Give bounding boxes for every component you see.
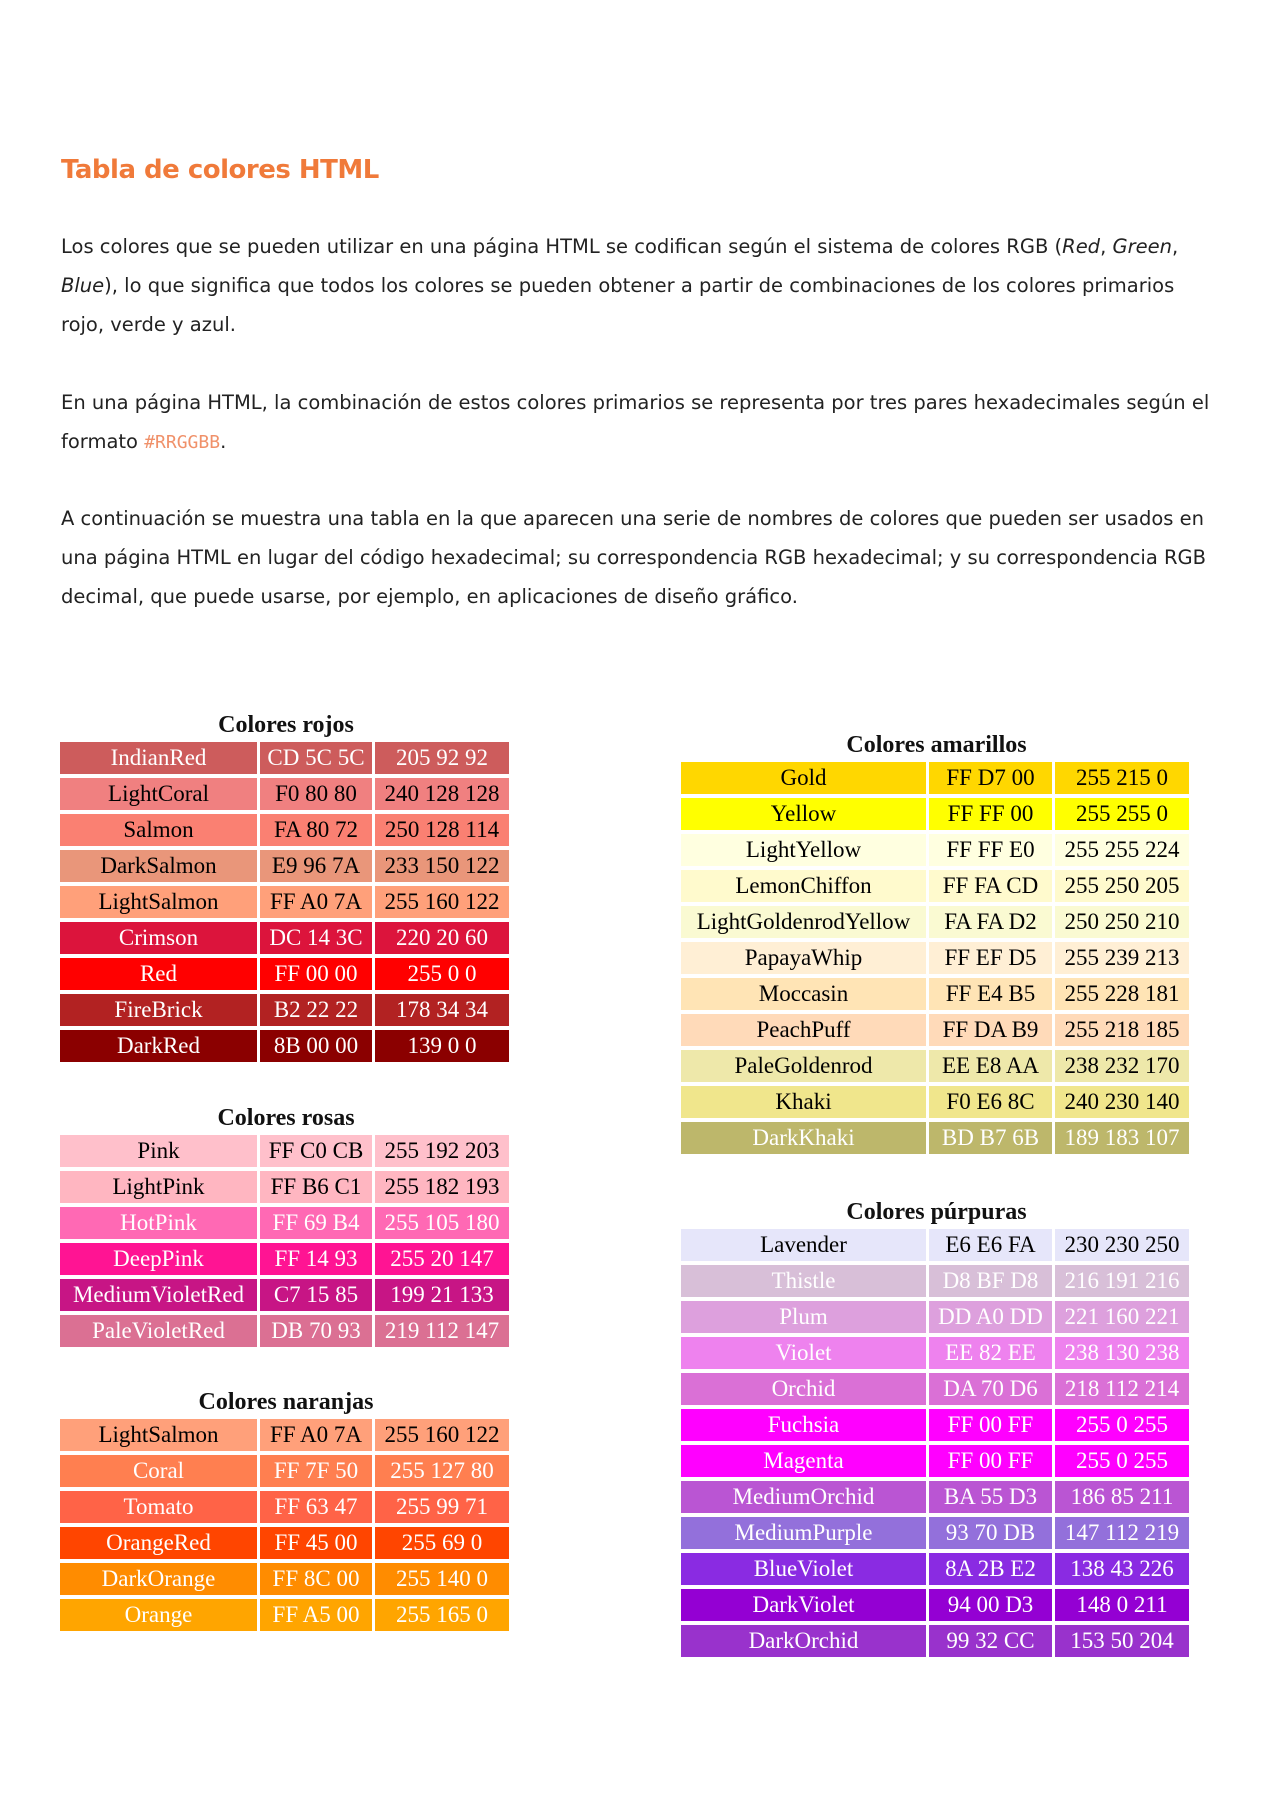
- hex-code-cell: FF 00 FF: [929, 1409, 1052, 1441]
- hex-code-cell: FF E4 B5: [929, 978, 1052, 1010]
- hex-code-cell: FF A0 7A: [260, 886, 372, 918]
- color-name-cell: Plum: [681, 1301, 926, 1333]
- color-row: [681, 1445, 1189, 1477]
- group-colores-rojos: [60, 708, 512, 1066]
- color-row: [681, 1014, 1189, 1046]
- hex-code-cell: FF 14 93: [260, 1243, 372, 1275]
- group-colores-naranjas: [60, 1385, 512, 1635]
- separator: ,: [1100, 235, 1113, 258]
- hex-code-cell: 93 70 DB: [929, 1517, 1052, 1549]
- hex-code-cell: 94 00 D3: [929, 1589, 1052, 1621]
- color-row: [681, 942, 1189, 974]
- hex-code-cell: CD 5C 5C: [260, 742, 372, 774]
- hex-code-cell: FF FF 00: [929, 798, 1052, 830]
- color-name-cell: DarkOrange: [60, 1563, 257, 1595]
- color-table: [678, 758, 1192, 1158]
- color-row: [681, 1265, 1189, 1297]
- hex-code-cell: FF D7 00: [929, 762, 1052, 794]
- rgb-decimal-cell: 205 92 92: [375, 742, 509, 774]
- color-name-cell: PapayaWhip: [681, 942, 926, 974]
- color-name-cell: DarkOrchid: [681, 1625, 926, 1657]
- hex-code-cell: FF FF E0: [929, 834, 1052, 866]
- hex-code-cell: DB 70 93: [260, 1315, 372, 1347]
- color-row: [60, 850, 509, 882]
- rgb-decimal-cell: 220 20 60: [375, 922, 509, 954]
- rgb-decimal-cell: 189 183 107: [1055, 1122, 1189, 1154]
- rgb-decimal-cell: 250 128 114: [375, 814, 509, 846]
- hex-code-cell: FF A0 7A: [260, 1419, 372, 1451]
- color-row: [681, 1122, 1189, 1154]
- color-row: [60, 1243, 509, 1275]
- color-row: [60, 1491, 509, 1523]
- rgb-decimal-cell: 255 99 71: [375, 1491, 509, 1523]
- hex-code-cell: DC 14 3C: [260, 922, 372, 954]
- color-row: [60, 886, 509, 918]
- rgb-decimal-cell: 255 0 0: [375, 958, 509, 990]
- color-row: [681, 798, 1189, 830]
- term-red: Red: [1062, 235, 1101, 258]
- rgb-decimal-cell: 255 0 255: [1055, 1445, 1189, 1477]
- color-row: [681, 1553, 1189, 1585]
- intro-text: ), lo que significa que todos los colores se pueden obtener a partir de combinaciones de los colores primarios rojo, verde y azul.: [61, 274, 1175, 336]
- color-name-cell: DarkSalmon: [60, 850, 257, 882]
- color-name-cell: LightYellow: [681, 834, 926, 866]
- hex-code-cell: FF 00 00: [260, 958, 372, 990]
- rgb-decimal-cell: 221 160 221: [1055, 1301, 1189, 1333]
- rgb-decimal-cell: 148 0 211: [1055, 1589, 1189, 1621]
- color-name-cell: Khaki: [681, 1086, 926, 1118]
- color-row: [681, 906, 1189, 938]
- hex-code-cell: FF 63 47: [260, 1491, 372, 1523]
- color-name-cell: HotPink: [60, 1207, 257, 1239]
- color-row: [60, 1527, 509, 1559]
- color-name-cell: DarkViolet: [681, 1589, 926, 1621]
- group-colores-rosas: [60, 1101, 512, 1351]
- format-code: #RRGGBB: [144, 432, 221, 453]
- color-row: [681, 1517, 1189, 1549]
- rgb-decimal-cell: 255 182 193: [375, 1171, 509, 1203]
- color-name-cell: Salmon: [60, 814, 257, 846]
- hex-code-cell: BA 55 D3: [929, 1481, 1052, 1513]
- rgb-decimal-cell: 230 230 250: [1055, 1229, 1189, 1261]
- term-green: Green: [1112, 235, 1172, 258]
- rgb-decimal-cell: 216 191 216: [1055, 1265, 1189, 1297]
- rgb-decimal-cell: 255 160 122: [375, 886, 509, 918]
- color-name-cell: Coral: [60, 1455, 257, 1487]
- color-table: [57, 1131, 512, 1351]
- hex-code-cell: 8A 2B E2: [929, 1553, 1052, 1585]
- hex-code-cell: C7 15 85: [260, 1279, 372, 1311]
- color-name-cell: Fuchsia: [681, 1409, 926, 1441]
- color-name-cell: Gold: [681, 762, 926, 794]
- color-name-cell: Orchid: [681, 1373, 926, 1405]
- hex-code-cell: FF 45 00: [260, 1527, 372, 1559]
- color-name-cell: Lavender: [681, 1229, 926, 1261]
- rgb-decimal-cell: 255 140 0: [375, 1563, 509, 1595]
- color-row: [60, 922, 509, 954]
- intro-text: .: [220, 430, 227, 453]
- color-row: [681, 870, 1189, 902]
- color-name-cell: LightCoral: [60, 778, 257, 810]
- color-name-cell: Crimson: [60, 922, 257, 954]
- color-name-cell: Red: [60, 958, 257, 990]
- hex-code-cell: EE E8 AA: [929, 1050, 1052, 1082]
- hex-code-cell: FF 00 FF: [929, 1445, 1052, 1477]
- rgb-decimal-cell: 255 192 203: [375, 1135, 509, 1167]
- color-row: [681, 1481, 1189, 1513]
- hex-code-cell: FF B6 C1: [260, 1171, 372, 1203]
- group-colores-amarillos: [681, 728, 1192, 1158]
- hex-code-cell: E6 E6 FA: [929, 1229, 1052, 1261]
- color-row: [60, 1315, 509, 1347]
- color-name-cell: MediumVioletRed: [60, 1279, 257, 1311]
- hex-code-cell: FF A5 00: [260, 1599, 372, 1631]
- color-row: [681, 1301, 1189, 1333]
- color-name-cell: OrangeRed: [60, 1527, 257, 1559]
- color-name-cell: BlueViolet: [681, 1553, 926, 1585]
- color-name-cell: Violet: [681, 1337, 926, 1369]
- color-name-cell: FireBrick: [60, 994, 257, 1026]
- rgb-decimal-cell: 240 128 128: [375, 778, 509, 810]
- color-name-cell: Orange: [60, 1599, 257, 1631]
- rgb-decimal-cell: 255 218 185: [1055, 1014, 1189, 1046]
- color-row: [60, 1135, 509, 1167]
- color-name-cell: LightPink: [60, 1171, 257, 1203]
- color-row: [681, 1373, 1189, 1405]
- group-colores-purpuras: [681, 1195, 1192, 1661]
- color-name-cell: PaleVioletRed: [60, 1315, 257, 1347]
- color-row: [681, 1625, 1189, 1657]
- rgb-decimal-cell: 255 215 0: [1055, 762, 1189, 794]
- rgb-decimal-cell: 255 250 205: [1055, 870, 1189, 902]
- intro-text: En una página HTML, la combinación de estos colores primarios se representa por tres pares hexadecimales según el formato: [61, 391, 1210, 453]
- rgb-decimal-cell: 255 0 255: [1055, 1409, 1189, 1441]
- color-row: [681, 1589, 1189, 1621]
- color-name-cell: Thistle: [681, 1265, 926, 1297]
- hex-code-cell: FF 7F 50: [260, 1455, 372, 1487]
- color-name-cell: IndianRed: [60, 742, 257, 774]
- page-title: Tabla de colores HTML: [61, 155, 379, 185]
- intro-text: Los colores que se pueden utilizar en una página HTML se codifican según el sistema de colores RGB (: [61, 235, 1063, 258]
- color-name-cell: PaleGoldenrod: [681, 1050, 926, 1082]
- intro-paragraph-1: [61, 227, 1221, 344]
- hex-code-cell: FF 8C 00: [260, 1563, 372, 1595]
- term-blue: Blue: [61, 274, 105, 297]
- color-row: [681, 978, 1189, 1010]
- color-name-cell: MediumPurple: [681, 1517, 926, 1549]
- color-row: [681, 1229, 1189, 1261]
- group-title: Colores naranjas: [198, 1389, 374, 1415]
- rgb-decimal-cell: 255 255 224: [1055, 834, 1189, 866]
- rgb-decimal-cell: 219 112 147: [375, 1315, 509, 1347]
- color-name-cell: DarkKhaki: [681, 1122, 926, 1154]
- color-row: [60, 1030, 509, 1062]
- color-row: [60, 814, 509, 846]
- hex-code-cell: DA 70 D6: [929, 1373, 1052, 1405]
- rgb-decimal-cell: 238 130 238: [1055, 1337, 1189, 1369]
- color-row: [681, 834, 1189, 866]
- color-name-cell: LightSalmon: [60, 886, 257, 918]
- color-row: [60, 1207, 509, 1239]
- hex-code-cell: D8 BF D8: [929, 1265, 1052, 1297]
- color-row: [681, 1337, 1189, 1369]
- hex-code-cell: 8B 00 00: [260, 1030, 372, 1062]
- group-title: Colores rosas: [217, 1105, 355, 1131]
- color-name-cell: Magenta: [681, 1445, 926, 1477]
- color-name-cell: DeepPink: [60, 1243, 257, 1275]
- color-name-cell: MediumOrchid: [681, 1481, 926, 1513]
- color-name-cell: LemonChiffon: [681, 870, 926, 902]
- color-name-cell: LightGoldenrodYellow: [681, 906, 926, 938]
- color-name-cell: Tomato: [60, 1491, 257, 1523]
- group-title: Colores amarillos: [846, 732, 1027, 758]
- rgb-decimal-cell: 233 150 122: [375, 850, 509, 882]
- color-name-cell: LightSalmon: [60, 1419, 257, 1451]
- color-name-cell: Moccasin: [681, 978, 926, 1010]
- hex-code-cell: 99 32 CC: [929, 1625, 1052, 1657]
- color-table: [57, 1415, 512, 1635]
- rgb-decimal-cell: 255 127 80: [375, 1455, 509, 1487]
- color-name-cell: Pink: [60, 1135, 257, 1167]
- color-row: [60, 1599, 509, 1631]
- color-row: [60, 1279, 509, 1311]
- hex-code-cell: FF C0 CB: [260, 1135, 372, 1167]
- rgb-decimal-cell: 178 34 34: [375, 994, 509, 1026]
- hex-code-cell: FA 80 72: [260, 814, 372, 846]
- hex-code-cell: FA FA D2: [929, 906, 1052, 938]
- intro-paragraph-3: A continuación se muestra una tabla en la que aparecen una serie de nombres de colores que pueden ser usados en una página HTML en lugar del código hexadecimal; su correspondencia RGB hexadecimal; y su correspondencia RGB decimal, que puede usarse, por ejemplo, en aplicaciones de diseño gráfico.: [61, 507, 1207, 608]
- color-row: [681, 1050, 1189, 1082]
- rgb-decimal-cell: 255 69 0: [375, 1527, 509, 1559]
- rgb-decimal-cell: 255 228 181: [1055, 978, 1189, 1010]
- color-row: [60, 742, 509, 774]
- rgb-decimal-cell: 255 255 0: [1055, 798, 1189, 830]
- color-row: [60, 1171, 509, 1203]
- rgb-decimal-cell: 255 165 0: [375, 1599, 509, 1631]
- color-table: [57, 738, 512, 1066]
- rgb-decimal-cell: 255 160 122: [375, 1419, 509, 1451]
- color-row: [681, 1409, 1189, 1441]
- color-name-cell: PeachPuff: [681, 1014, 926, 1046]
- color-row: [681, 1086, 1189, 1118]
- color-row: [60, 958, 509, 990]
- intro-paragraph-2: [61, 383, 1221, 462]
- rgb-decimal-cell: 250 250 210: [1055, 906, 1189, 938]
- hex-code-cell: FF EF D5: [929, 942, 1052, 974]
- rgb-decimal-cell: 199 21 133: [375, 1279, 509, 1311]
- color-row: [60, 994, 509, 1026]
- hex-code-cell: DD A0 DD: [929, 1301, 1052, 1333]
- color-row: [681, 762, 1189, 794]
- separator: ,: [1171, 235, 1179, 258]
- hex-code-cell: FF DA B9: [929, 1014, 1052, 1046]
- rgb-decimal-cell: 238 232 170: [1055, 1050, 1189, 1082]
- rgb-decimal-cell: 139 0 0: [375, 1030, 509, 1062]
- color-name-cell: Yellow: [681, 798, 926, 830]
- hex-code-cell: FF 69 B4: [260, 1207, 372, 1239]
- hex-code-cell: EE 82 EE: [929, 1337, 1052, 1369]
- group-title: Colores púrpuras: [846, 1199, 1027, 1225]
- hex-code-cell: B2 22 22: [260, 994, 372, 1026]
- color-row: [60, 1455, 509, 1487]
- color-table: [678, 1225, 1192, 1661]
- rgb-decimal-cell: 218 112 214: [1055, 1373, 1189, 1405]
- group-title: Colores rojos: [218, 712, 354, 738]
- hex-code-cell: FF FA CD: [929, 870, 1052, 902]
- rgb-decimal-cell: 255 20 147: [375, 1243, 509, 1275]
- rgb-decimal-cell: 240 230 140: [1055, 1086, 1189, 1118]
- rgb-decimal-cell: 186 85 211: [1055, 1481, 1189, 1513]
- hex-code-cell: F0 E6 8C: [929, 1086, 1052, 1118]
- rgb-decimal-cell: 255 105 180: [375, 1207, 509, 1239]
- rgb-decimal-cell: 138 43 226: [1055, 1553, 1189, 1585]
- rgb-decimal-cell: 147 112 219: [1055, 1517, 1189, 1549]
- color-row: [60, 1563, 509, 1595]
- hex-code-cell: E9 96 7A: [260, 850, 372, 882]
- rgb-decimal-cell: 255 239 213: [1055, 942, 1189, 974]
- rgb-decimal-cell: 153 50 204: [1055, 1625, 1189, 1657]
- hex-code-cell: F0 80 80: [260, 778, 372, 810]
- hex-code-cell: BD B7 6B: [929, 1122, 1052, 1154]
- color-row: [60, 1419, 509, 1451]
- color-row: [60, 778, 509, 810]
- color-name-cell: DarkRed: [60, 1030, 257, 1062]
